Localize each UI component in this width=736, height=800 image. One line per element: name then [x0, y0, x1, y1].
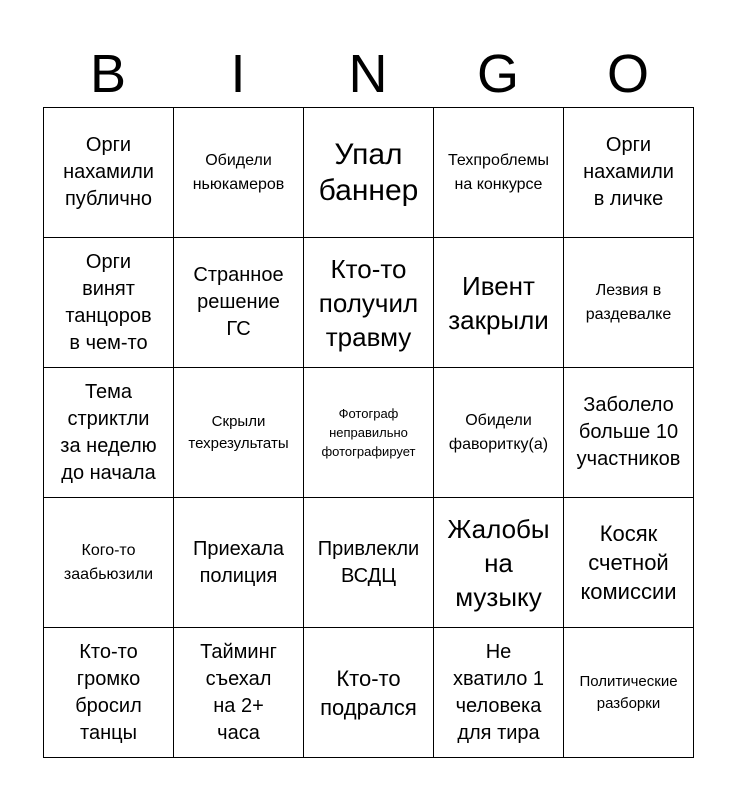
- bingo-cell-r1c4[interactable]: [434, 108, 564, 238]
- header-letter-i: I: [230, 44, 246, 104]
- bingo-cell-r4c2[interactable]: [174, 498, 304, 628]
- cell-text: Приехала полиция: [192, 537, 285, 587]
- cell-text: Заболело больше 10 участников: [576, 394, 681, 470]
- bingo-cell-r4c5[interactable]: [564, 498, 694, 628]
- header-letter-o: O: [606, 44, 649, 104]
- bingo-cell-r4c3[interactable]: [304, 498, 434, 628]
- bingo-cell-r3c5[interactable]: [564, 368, 694, 498]
- cell-text: Обидели фаворитку(а): [448, 411, 549, 453]
- header-letter-g: G: [476, 44, 519, 104]
- cell-text: Лезвия в раздевалке: [585, 281, 672, 323]
- bingo-cell-r2c4[interactable]: [434, 238, 564, 368]
- header-letter-n: N: [348, 44, 388, 104]
- bingo-cell-r4c1[interactable]: [44, 498, 174, 628]
- bingo-cell-r1c1[interactable]: [44, 108, 174, 238]
- cell-text: Упал баннер: [318, 137, 419, 207]
- cell-text: Орги нахамили в личке: [583, 134, 674, 210]
- cell-text: Техпроблемы на конкурсе: [447, 151, 550, 193]
- bingo-cell-r2c5[interactable]: [564, 238, 694, 368]
- cell-text: Косяк счетной комиссии: [580, 521, 677, 604]
- cell-text: Обидели ньюкамеров: [192, 151, 285, 193]
- cell-text: Кто-то громко бросил танцы: [75, 640, 142, 744]
- bingo-cell-r3c2[interactable]: [174, 368, 304, 498]
- cell-text: Кого-то заабьюзили: [63, 541, 154, 583]
- cell-text: Кто-то получил травму: [318, 253, 419, 352]
- cell-text: Орги винят танцоров в чем-то: [65, 250, 152, 354]
- bingo-cell-r2c2[interactable]: [174, 238, 304, 368]
- bingo-cell-r3c1[interactable]: [44, 368, 174, 498]
- bingo-cell-r5c5[interactable]: [564, 628, 694, 758]
- cell-text: Странное решение ГС: [193, 264, 284, 340]
- cell-text: Тайминг съехал на 2+ часа: [200, 640, 277, 744]
- bingo-cell-r1c5[interactable]: [564, 108, 694, 238]
- cell-text: Скрыли техрезультаты: [188, 412, 289, 452]
- bingo-cell-r3c4[interactable]: [434, 368, 564, 498]
- cell-text: Политические разборки: [579, 672, 678, 712]
- cell-text: Ивент закрыли: [448, 270, 549, 335]
- cell-text: Привлекли ВСДЦ: [317, 537, 420, 587]
- cell-text: Жалобы на музыку: [447, 513, 550, 612]
- header-letter-b: B: [89, 44, 127, 104]
- cell-text: Фотограф неправильно фотографирует: [321, 406, 416, 459]
- bingo-header: [43, 40, 693, 108]
- cell-text: Не хватило 1 человека для тира: [452, 640, 545, 744]
- bingo-cell-r5c1[interactable]: [44, 628, 174, 758]
- bingo-cell-r3c3[interactable]: [304, 368, 434, 498]
- bingo-grid: [43, 107, 694, 758]
- bingo-cell-r5c2[interactable]: [174, 628, 304, 758]
- bingo-cell-r1c2[interactable]: [174, 108, 304, 238]
- bingo-cell-r4c4[interactable]: [434, 498, 564, 628]
- bingo-cell-r2c1[interactable]: [44, 238, 174, 368]
- cell-text: Орги нахамили публично: [63, 134, 154, 210]
- bingo-cell-r1c3[interactable]: [304, 108, 434, 238]
- cell-text: Кто-то подрался: [320, 665, 417, 720]
- bingo-cell-r2c3[interactable]: [304, 238, 434, 368]
- bingo-cell-r5c3[interactable]: [304, 628, 434, 758]
- cell-text: Тема стриктли за неделю до начала: [60, 380, 157, 484]
- bingo-cell-r5c4[interactable]: [434, 628, 564, 758]
